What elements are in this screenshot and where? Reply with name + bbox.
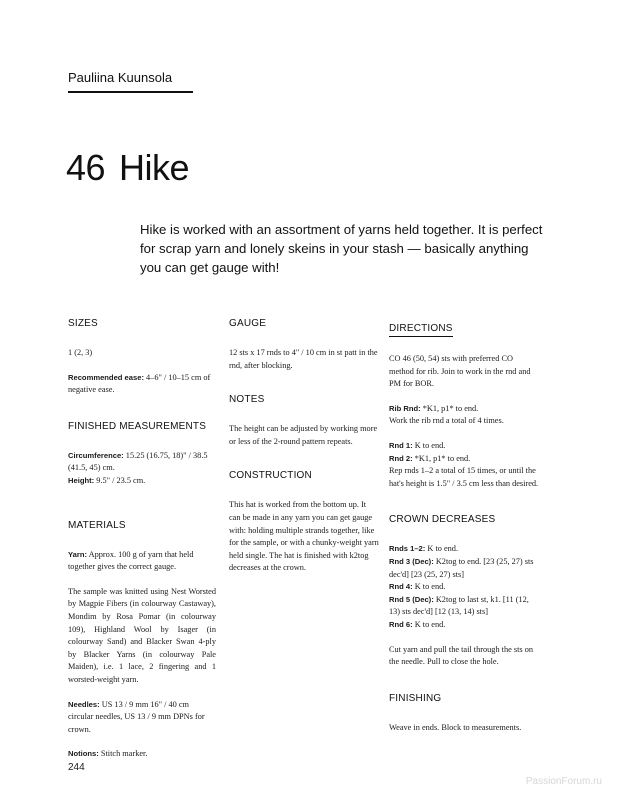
crown-rnd-4: [389, 581, 539, 594]
round-2-label: Rnd 2:: [389, 453, 413, 463]
pattern-number: 46: [66, 147, 106, 188]
sample-paragraph: The sample was knitted using Nest Worsted by Magpie Fibers (in colourway Castaway), Mondim by Rosa Pomar (in colourway 109), Highland Wool by Isager (in colourway Sand) and Blacker Swan 4-ply by Blacker Yarns (in colourway Pale Maiden), i.e. 1 lace, 2 fingering and 1 worsted-weight yarn.: [68, 586, 216, 684]
round-1-paragraph: [389, 440, 539, 453]
cut-yarn-text: Cut yarn and pull the tail through the sts on the needle. Pull to close the hole.: [389, 644, 534, 667]
watermark: PassionForum.ru: [525, 776, 602, 787]
sizes-values: 1 (2, 3): [68, 348, 93, 357]
crown-rnd-4-label: Rnd 4:: [389, 582, 413, 592]
notions-paragraph: [68, 748, 216, 761]
gauge-text: 12 sts x 17 rnds to 4" / 10 cm in st patt in the rnd, after blocking.: [229, 348, 378, 370]
crown-rnd-6: [389, 619, 539, 632]
notes-text: The height can be adjusted by working more or less of the 2-round pattern repeats.: [229, 424, 378, 446]
ease-paragraph: [68, 372, 216, 397]
crown-rnds-1-2-text: K to end.: [427, 544, 459, 554]
crown-rnd-3-label: Rnd 3 (Dec):: [389, 556, 434, 566]
rib-round-label: Rib Rnd:: [389, 403, 421, 413]
column-right: [389, 318, 539, 734]
finishing-heading: FINISHING: [389, 692, 442, 704]
materials-heading: MATERIALS: [68, 519, 126, 531]
notions-label: Notions:: [68, 749, 99, 759]
cast-on-text: CO 46 (50, 54) sts with preferred CO method for rib. Join to work in the rnd and PM for BOR.: [389, 354, 531, 389]
notes-heading: NOTES: [229, 394, 265, 406]
yarn-text: Approx. 100 g of yarn that held together gives the correct gauge.: [68, 549, 194, 572]
column-left: [68, 318, 216, 761]
finishing-text: Weave in ends. Block to measurements.: [389, 722, 522, 732]
pattern-name: Hike: [119, 147, 190, 188]
pattern-title: [66, 147, 190, 188]
rib-round-paragraph: [389, 403, 539, 416]
crown-rnd-5-label: Rnd 5 (Dec):: [389, 594, 434, 604]
gauge-heading: GAUGE: [229, 318, 267, 329]
circumference-text: 15.25 (16.75, 18)" / 38.5 (41.5, 45) cm.: [68, 450, 208, 473]
sizes-heading: SIZES: [68, 318, 98, 329]
height-paragraph: [68, 475, 216, 488]
crown-rnd-5: [389, 594, 539, 619]
needles-label: Needles:: [68, 699, 100, 709]
circumference-label: Circumference:: [68, 450, 124, 460]
rib-round-text: *K1, p1* to end.: [422, 403, 479, 413]
yarn-paragraph: [68, 549, 216, 574]
round-1-label: Rnd 1:: [389, 440, 413, 450]
needles-paragraph: [68, 699, 216, 737]
rib-repeat-text: Work the rib rnd a total of 4 times.: [389, 416, 504, 426]
crown-rnds-1-2-label: Rnds 1–2:: [389, 544, 426, 554]
round-2-text: *K1, p1* to end.: [414, 453, 471, 463]
ease-text: 4–6" / 10–15 cm of negative ease.: [68, 372, 211, 395]
author-underline: [68, 91, 193, 93]
needles-text: US 13 / 9 mm 16" / 40 cm circular needles, US 13 / 9 mm DPNs for crown.: [68, 699, 205, 734]
directions-heading: DIRECTIONS: [389, 323, 453, 337]
crown-rnd-5-text: K2tog to last st, k1. [11 (12, 13) sts dec'd] [12 (13, 14) sts]: [389, 594, 529, 617]
crown-rnd-6-label: Rnd 6:: [389, 619, 413, 629]
finished-heading: FINISHED MEASUREMENTS: [68, 420, 207, 432]
crown-rnd-4-text: K to end.: [414, 582, 446, 592]
page-number: 244: [68, 762, 85, 773]
round-2-paragraph: [389, 453, 539, 466]
crown-rnd-6-text: K to end.: [414, 619, 446, 629]
circumference-paragraph: [68, 450, 216, 475]
height-text: 9.5" / 23.5 cm.: [96, 475, 146, 485]
repeat-text: Rep rnds 1–2 a total of 15 times, or until the hat's height is 1.5" / 3.5 cm less than desired.: [389, 466, 539, 488]
crown-rnds-1-2: [389, 543, 539, 556]
crown-heading: CROWN DECREASES: [389, 514, 496, 526]
crown-rnd-3: [389, 556, 539, 581]
height-label: Height:: [68, 475, 95, 485]
construction-heading: CONSTRUCTION: [229, 470, 312, 482]
intro-paragraph: Hike is worked with an assortment of yarns held together. It is perfect for scrap yarn and lonely skeins in your stash — basically anything you can get gauge with!: [140, 222, 543, 275]
notions-text: Stitch marker.: [100, 749, 148, 759]
ease-label: Recommended ease:: [68, 372, 144, 382]
construction-text: This hat is worked from the bottom up. It can be made in any yarn you can get gauge with: holding multiple strands together, like for the sample, or with a chunky-weight yarn held single. The hat is finished with k2tog decreases at the crown.: [229, 500, 379, 573]
column-middle: [229, 318, 379, 575]
yarn-label: Yarn:: [68, 549, 87, 559]
round-1-text: K to end.: [414, 440, 446, 450]
crown-rnd-3-text: K2tog to end. [23 (25, 27) sts dec'd] [23 (25, 27) sts]: [389, 556, 534, 579]
author-name: Pauliina Kuunsola: [68, 70, 173, 85]
